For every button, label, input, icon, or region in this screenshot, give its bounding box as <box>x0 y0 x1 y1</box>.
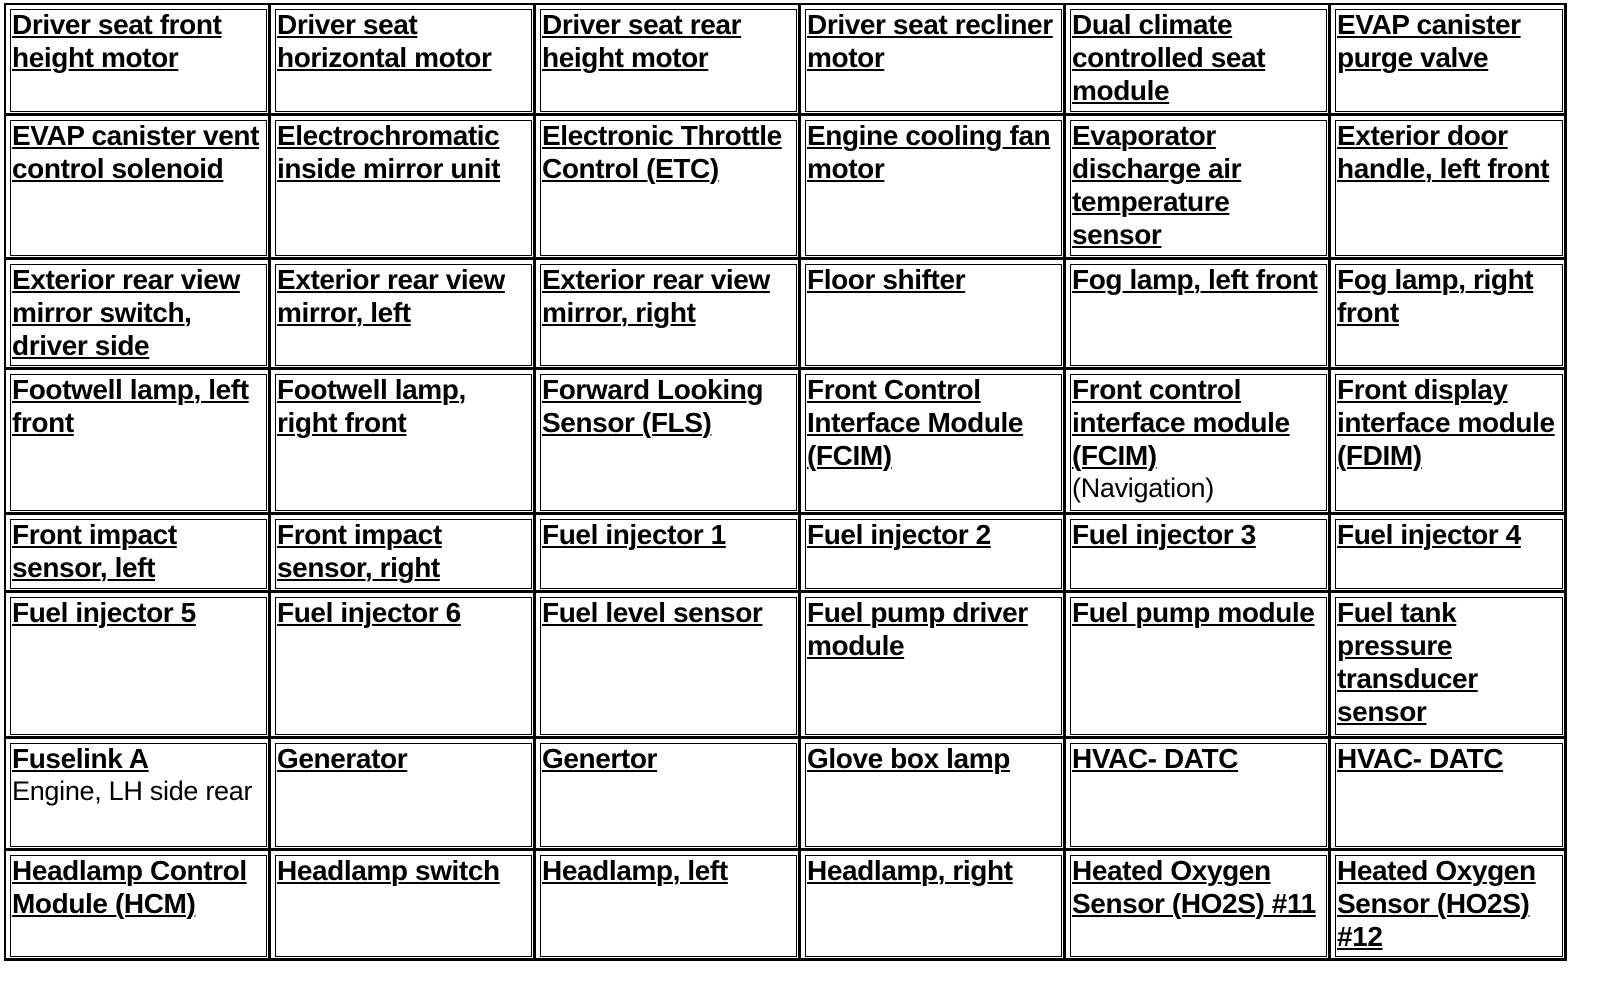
table-cell <box>271 593 536 739</box>
table-cell <box>6 739 271 851</box>
table-cell <box>271 739 536 851</box>
component-link[interactable]: Heated Oxygen Sensor (HO2S) #11 <box>1072 855 1316 919</box>
table-cell <box>536 851 801 961</box>
component-link[interactable]: Fuel pump driver module <box>807 597 1028 661</box>
table-cell <box>1331 260 1567 370</box>
table-cell <box>1066 5 1331 116</box>
component-link[interactable]: Exterior rear view mirror, left <box>277 264 505 328</box>
table-cell <box>6 116 271 260</box>
component-link[interactable]: Fog lamp, left front <box>1072 264 1318 295</box>
component-link[interactable]: Evaporator discharge air temperature sensor <box>1072 120 1242 250</box>
table-cell <box>801 260 1066 370</box>
component-link[interactable]: Driver seat front height motor <box>12 9 222 73</box>
table-cell <box>6 515 271 593</box>
table-cell <box>271 851 536 961</box>
component-link[interactable]: Fuel pump module <box>1072 597 1315 628</box>
table-cell <box>801 851 1066 961</box>
component-link[interactable]: Glove box lamp <box>807 743 1010 774</box>
component-link[interactable]: Headlamp, left <box>542 855 728 886</box>
table-cell <box>801 370 1066 515</box>
table-cell <box>536 515 801 593</box>
table-cell <box>1331 116 1567 260</box>
table-cell <box>801 515 1066 593</box>
component-link[interactable]: Driver seat recliner motor <box>807 9 1053 73</box>
table-cell <box>536 739 801 851</box>
component-link[interactable]: Fuel injector 1 <box>542 519 726 550</box>
table-cell <box>1331 370 1567 515</box>
table-cell <box>6 260 271 370</box>
component-link[interactable]: Headlamp, right <box>807 855 1013 886</box>
table-cell <box>801 739 1066 851</box>
table-cell <box>6 593 271 739</box>
table-cell <box>801 5 1066 116</box>
table-cell <box>1066 260 1331 370</box>
component-table <box>4 3 1567 961</box>
component-link[interactable]: Fuel injector 6 <box>277 597 461 628</box>
component-location-note: (Navigation) <box>1072 473 1214 503</box>
table-cell <box>536 260 801 370</box>
component-link[interactable]: Generator <box>277 743 408 774</box>
component-link[interactable]: Exterior rear view mirror, right <box>542 264 770 328</box>
component-link[interactable]: Fuel injector 2 <box>807 519 991 550</box>
table-cell <box>6 5 271 116</box>
component-link[interactable]: HVAC- DATC <box>1337 743 1504 774</box>
component-link[interactable]: Footwell lamp, left front <box>12 374 249 438</box>
component-link[interactable]: Front Control Interface Module (FCIM) <box>807 374 1024 471</box>
table-cell <box>1331 5 1567 116</box>
table-cell <box>536 5 801 116</box>
component-link[interactable]: Exterior door handle, left front <box>1337 120 1550 184</box>
component-location-note: Engine, LH side rear <box>12 776 253 806</box>
component-link[interactable]: Footwell lamp, right front <box>277 374 466 438</box>
component-link[interactable]: Electronic Throttle Control (ETC) <box>542 120 782 184</box>
component-link[interactable]: Genertor <box>542 743 658 774</box>
table-cell <box>801 116 1066 260</box>
table-cell <box>1066 851 1331 961</box>
component-link[interactable]: Exterior rear view mirror switch, driver side <box>12 264 240 361</box>
component-link[interactable]: HVAC- DATC <box>1072 743 1239 774</box>
component-link[interactable]: Driver seat horizontal motor <box>277 9 492 73</box>
table-cell <box>1331 851 1567 961</box>
component-link[interactable]: Electrochromatic inside mirror unit <box>277 120 501 184</box>
component-link[interactable]: Fuel tank pressure transducer sensor <box>1337 597 1478 727</box>
table-cell <box>1331 739 1567 851</box>
table-cell <box>801 593 1066 739</box>
component-link[interactable]: Headlamp switch <box>277 855 500 886</box>
table-cell <box>1066 370 1331 515</box>
component-link[interactable]: Fuel injector 3 <box>1072 519 1256 550</box>
component-link[interactable]: EVAP canister purge valve <box>1337 9 1521 73</box>
table-cell <box>1331 593 1567 739</box>
component-link[interactable]: Front display interface module (FDIM) <box>1337 374 1555 471</box>
table-cell <box>1066 116 1331 260</box>
table-cell <box>271 5 536 116</box>
component-link[interactable]: Front control interface module (FCIM) <box>1072 374 1290 471</box>
table-cell <box>536 593 801 739</box>
component-link[interactable]: Fuel injector 5 <box>12 597 196 628</box>
table-cell <box>1066 593 1331 739</box>
component-link[interactable]: Fuselink A <box>12 743 149 774</box>
component-link[interactable]: Floor shifter <box>807 264 966 295</box>
component-link[interactable]: Front impact sensor, left <box>12 519 177 583</box>
component-link[interactable]: Dual climate controlled seat module <box>1072 9 1266 106</box>
component-link[interactable]: Headlamp Control Module (HCM) <box>12 855 247 919</box>
component-link[interactable]: Fuel level sensor <box>542 597 763 628</box>
table-cell <box>1331 515 1567 593</box>
table-cell <box>271 370 536 515</box>
table-cell <box>536 370 801 515</box>
table-cell <box>536 116 801 260</box>
table-cell <box>6 370 271 515</box>
component-link[interactable]: Engine cooling fan motor <box>807 120 1051 184</box>
table-cell <box>1066 739 1331 851</box>
table-cell <box>271 116 536 260</box>
component-link[interactable]: Forward Looking Sensor (FLS) <box>542 374 764 438</box>
component-link[interactable]: Fuel injector 4 <box>1337 519 1521 550</box>
component-link[interactable]: Driver seat rear height motor <box>542 9 742 73</box>
table-cell <box>1066 515 1331 593</box>
component-link[interactable]: Heated Oxygen Sensor (HO2S) #12 <box>1337 855 1536 952</box>
component-link[interactable]: EVAP canister vent control solenoid <box>12 120 259 184</box>
component-link[interactable]: Front impact sensor, right <box>277 519 442 583</box>
table-cell <box>271 515 536 593</box>
table-cell <box>271 260 536 370</box>
component-link[interactable]: Fog lamp, right front <box>1337 264 1534 328</box>
table-cell <box>6 851 271 961</box>
